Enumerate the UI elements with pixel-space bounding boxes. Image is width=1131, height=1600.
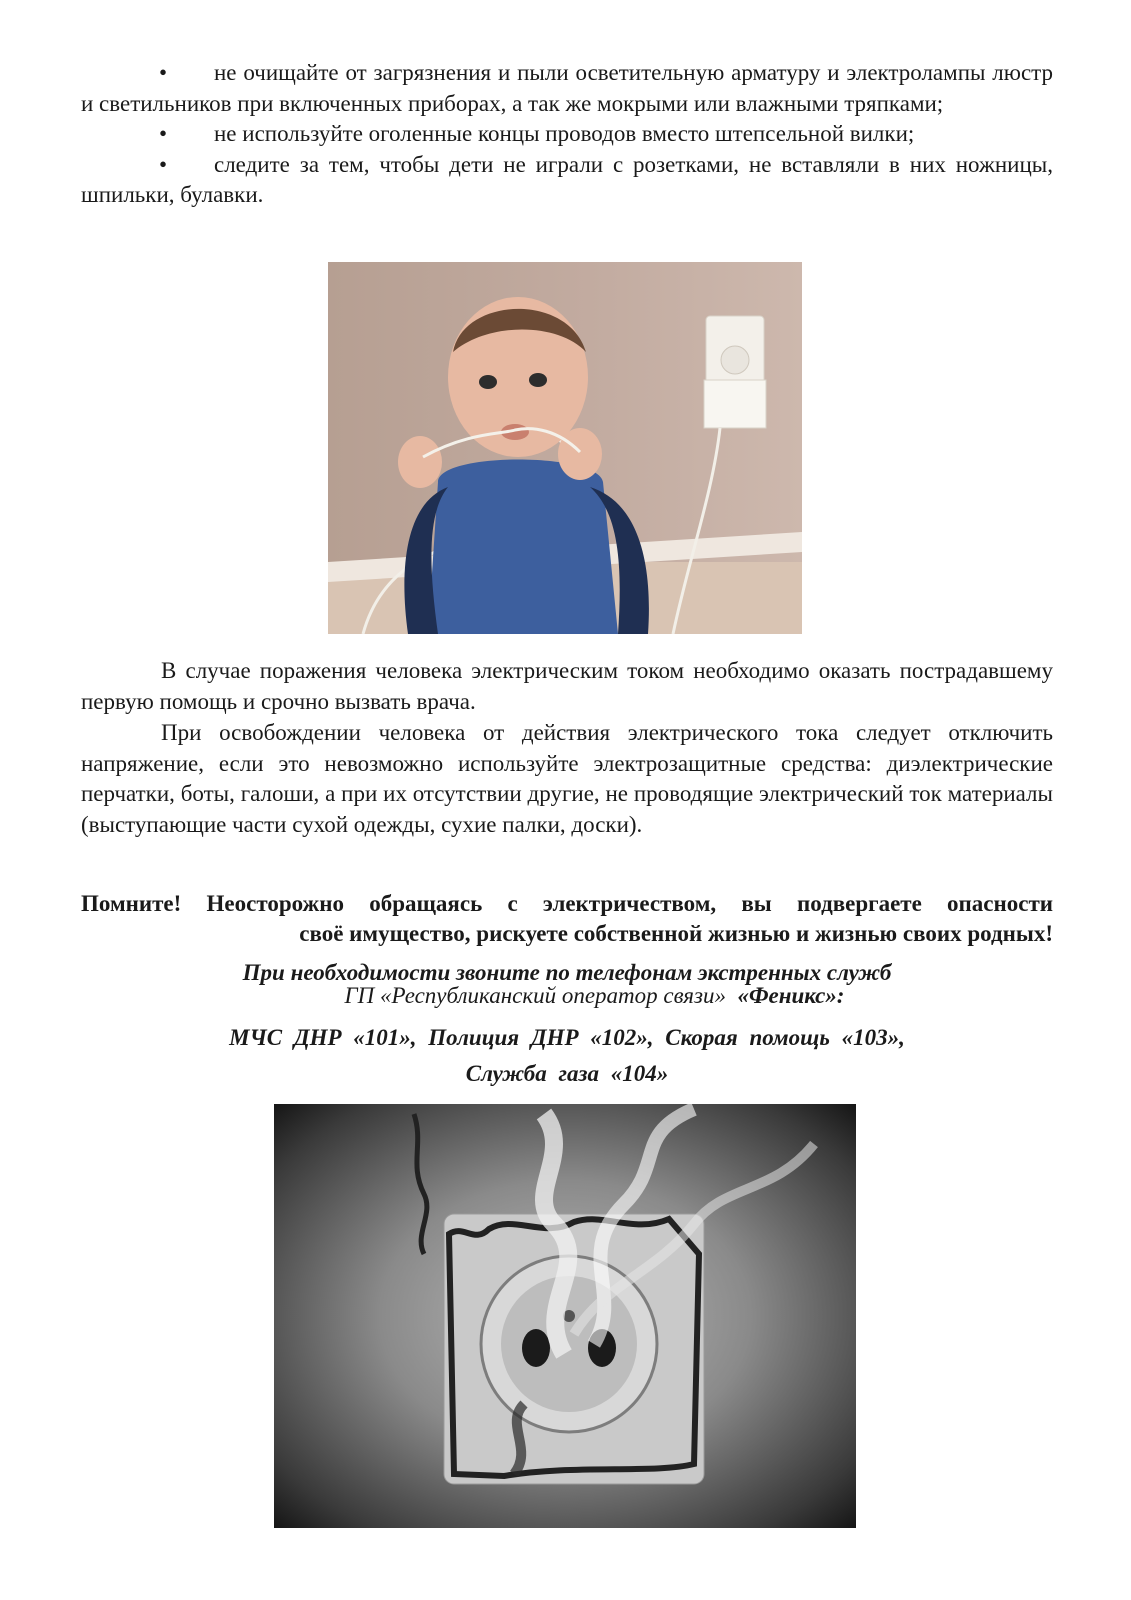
operator-name: «Феникс»: <box>737 983 845 1008</box>
release-paragraph: При освобождении человека от действия электрического тока следует отключить напряжение, если это невозможно используйте электрозащитные средства: диэлектрические перчатки, боты, галоши, а при их отсутствии другие, не проводящие электрический ток материалы (выступающие части сухой одежды, сухие палки, доски). <box>81 720 1053 837</box>
photo-burning-socket <box>274 1104 856 1528</box>
list-item: • не очищайте от загрязнения и пыли осветительную арматуру и электролампы люстр и светильников при включенных приборах, а так же мокрыми или влажными тряпками; <box>81 60 1053 116</box>
document-body <box>81 58 1053 211</box>
bullet-dot: • <box>159 60 168 85</box>
operator-prefix: ГП «Республиканский оператор связи» <box>344 983 726 1008</box>
list-item: • не используйте оголенные концы проводов вместо штепсельной вилки; <box>81 119 1053 150</box>
warning-line-1: Помните! Неосторожно обращаясь с электричеством, вы подвергаете опасности <box>81 891 1053 916</box>
phones-line-2: Служба газа «104» <box>465 1061 669 1086</box>
warning-line-2: своё имущество, рискуете собственной жизнью и жизнью своих родных! <box>299 921 1053 946</box>
call-heading: При необходимости звоните по телефонам экстренных служб <box>242 960 892 985</box>
operator-line <box>81 984 1053 1008</box>
bullet-dot: • <box>159 121 168 146</box>
bullet-dot: • <box>159 151 168 177</box>
list-item: • следите за тем, чтобы дети не играли с розетками, не вставляли в них ножницы, шпильки, булавки. <box>81 151 1053 207</box>
photo-child-with-cord <box>328 262 802 634</box>
warning-text <box>81 889 1053 949</box>
first-aid-paragraph: В случае поражения человека электрическим током необходимо оказать пострадавшему первую помощь и срочно вызвать врача. <box>81 658 1053 714</box>
phones-line-1: МЧС ДНР «101», Полиция ДНР «102», Скорая помощь «103», <box>229 1025 905 1050</box>
